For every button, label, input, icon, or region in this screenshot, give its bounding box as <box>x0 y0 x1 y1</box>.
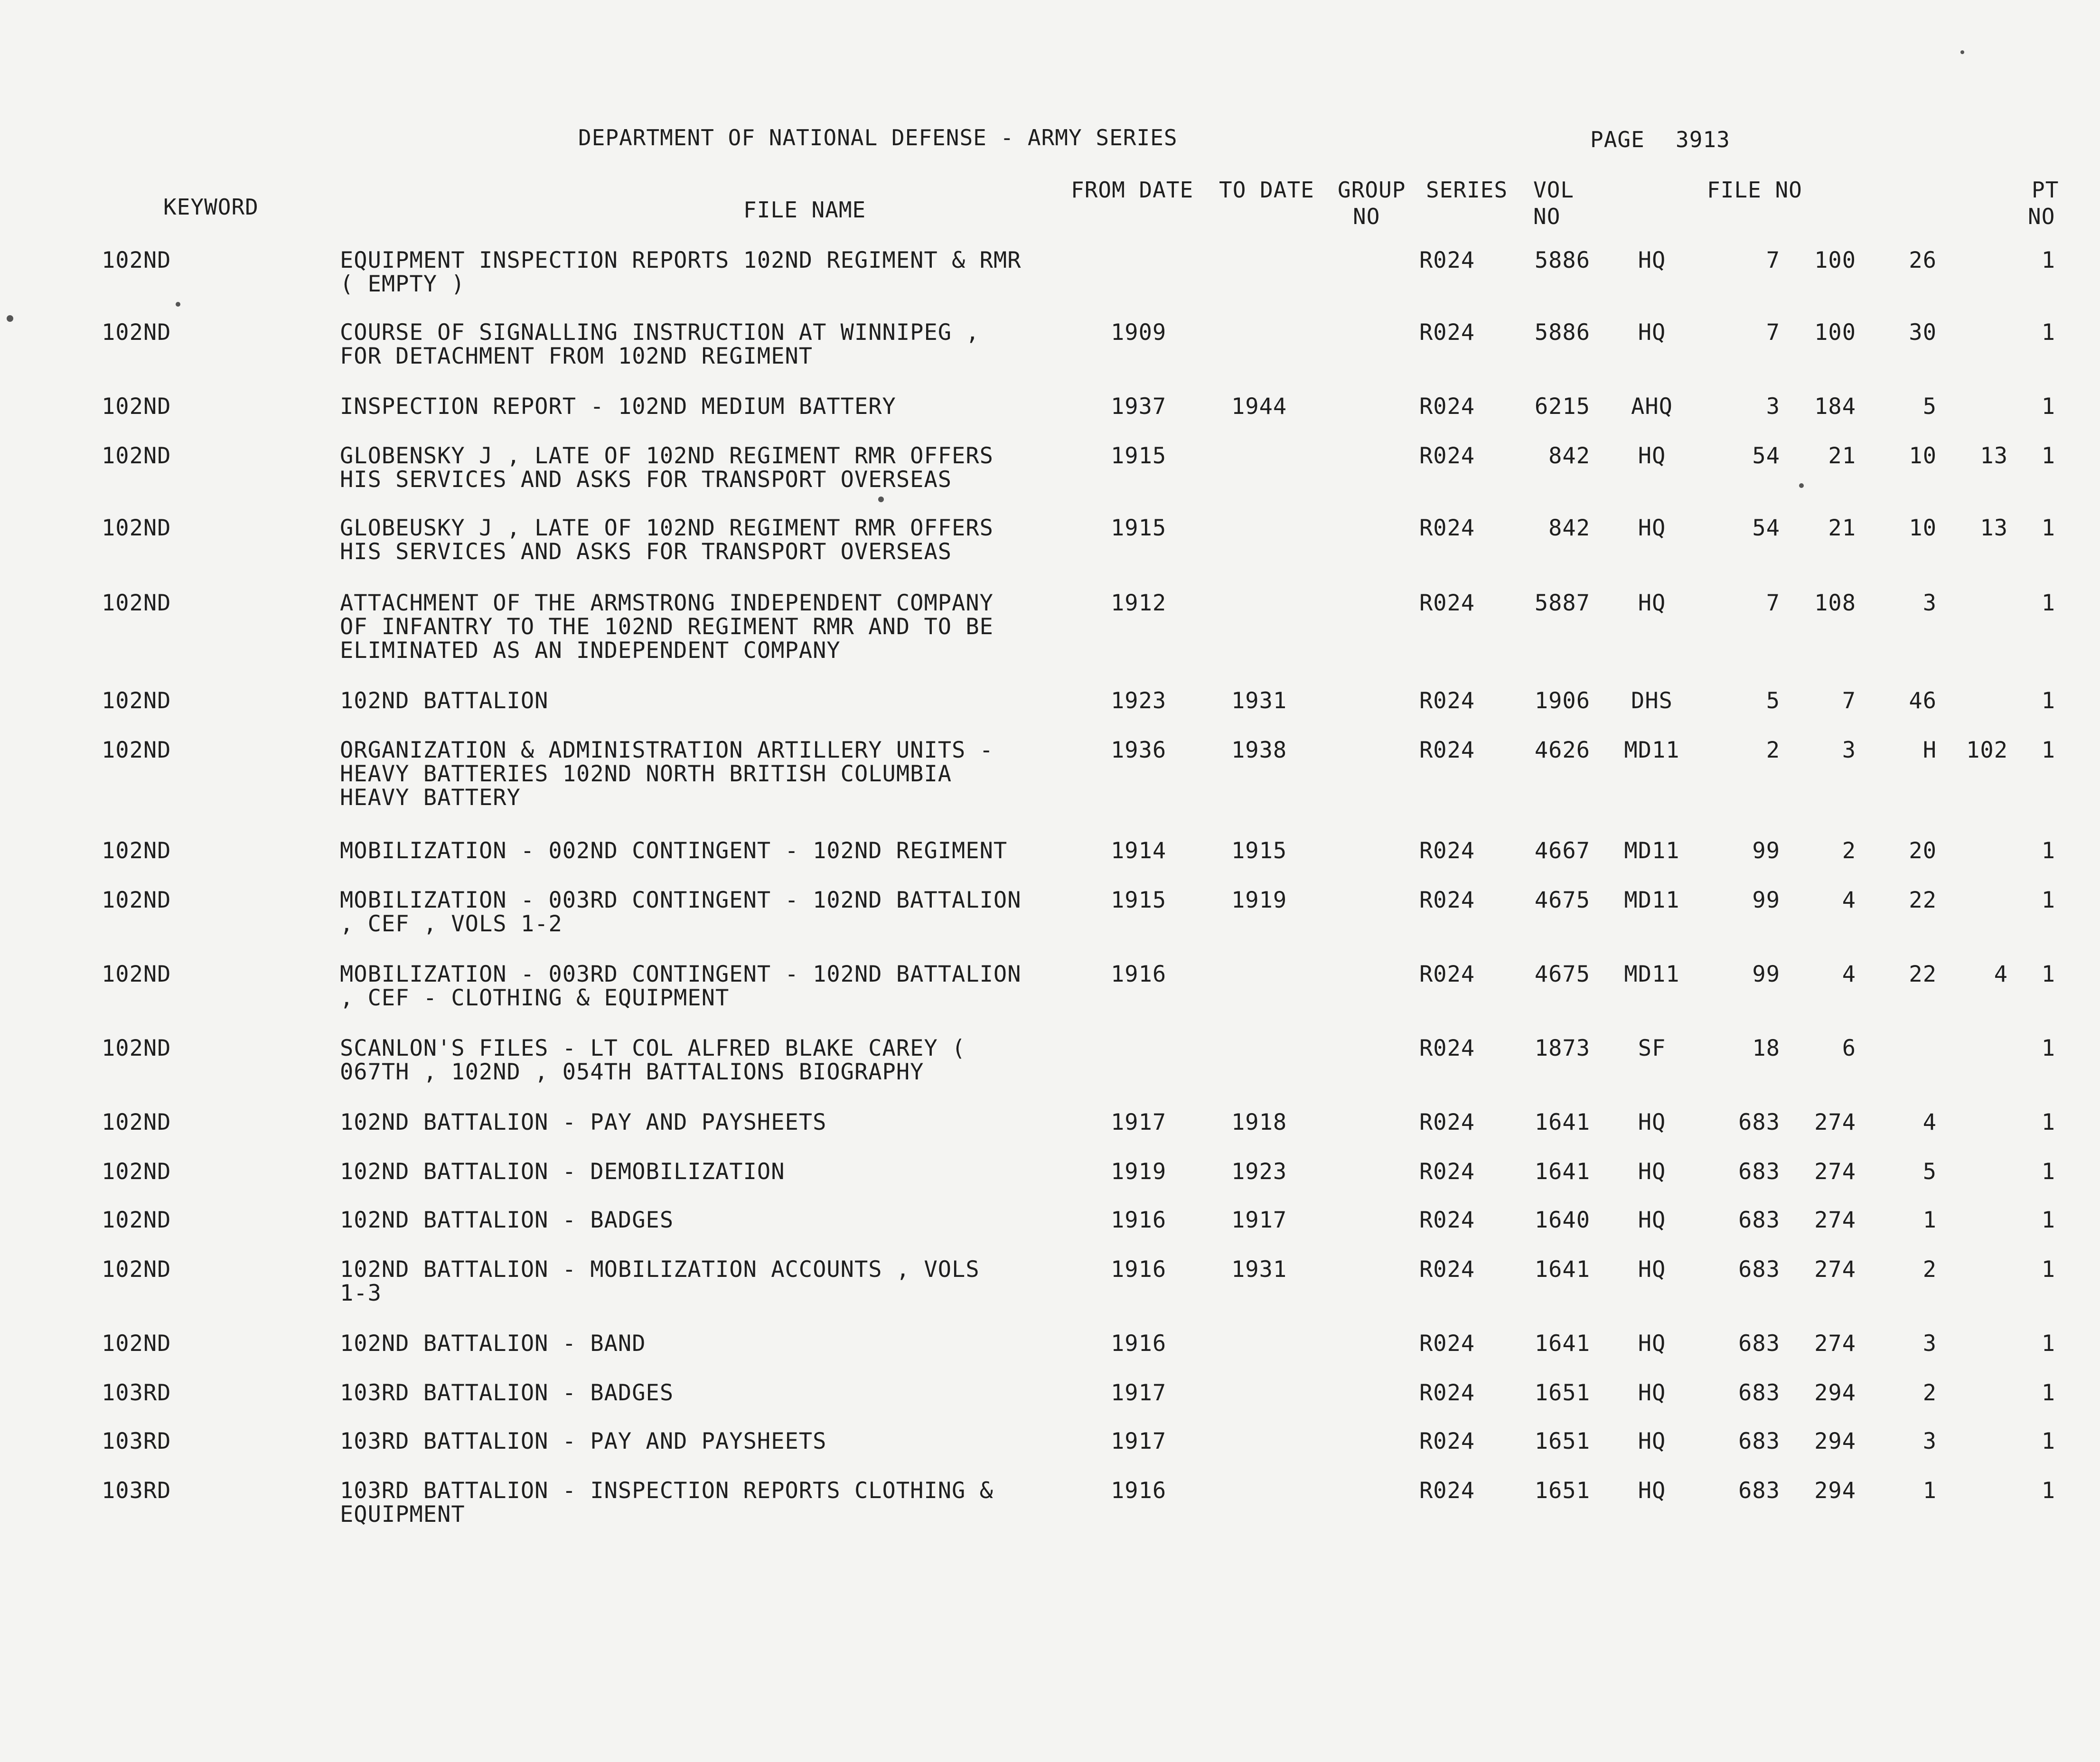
file-no-part1-cell: 7 <box>1766 590 1780 616</box>
pt-no-cell: 1 <box>2041 443 2055 469</box>
pt-no-cell: 1 <box>2041 515 2055 541</box>
file-name-cell: MOBILIZATION - 002ND CONTINGENT - 102ND REGIMENT <box>340 838 1008 864</box>
scan-speck <box>1799 483 1804 488</box>
pt-no-cell: 1 <box>2041 1207 2055 1233</box>
file-no-part2-cell: 274 <box>1814 1207 1856 1233</box>
file-no-prefix-cell: HQ <box>1638 1478 1666 1504</box>
pt-no-cell: 1 <box>2041 688 2055 714</box>
file-no-prefix-cell: MD11 <box>1624 737 1680 763</box>
file-name-cell: 102ND BATTALION - MOBILIZATION ACCOUNTS , VOLS 1-3 <box>340 1256 980 1306</box>
file-no-part2-cell: 4 <box>1842 961 1856 987</box>
file-name-cell: GLOBENSKY J , LATE OF 102ND REGIMENT RMR OFFERS HIS SERVICES AND ASKS FOR TRANSPORT OVERSEAS <box>340 443 994 493</box>
from-date-cell: 1919 <box>1111 1159 1167 1185</box>
file-no-part3-cell: 46 <box>1909 688 1937 714</box>
file-no-prefix-cell: HQ <box>1638 319 1666 346</box>
from-date-cell: 1916 <box>1111 1207 1167 1233</box>
file-name-cell: 103RD BATTALION - INSPECTION REPORTS CLOTHING & EQUIPMENT <box>340 1478 994 1528</box>
file-no-part4-cell: 13 <box>1980 443 2008 469</box>
table-row <box>0 249 2100 320</box>
col-vol-no: NO <box>1533 204 1561 229</box>
file-no-part2-cell: 294 <box>1814 1478 1856 1504</box>
pt-no-cell: 1 <box>2041 590 2055 616</box>
from-date-cell: 1916 <box>1111 1478 1167 1504</box>
col-vol: VOL <box>1533 177 1575 203</box>
page-label: PAGE <box>1590 127 1645 152</box>
series-cell: R024 <box>1419 1428 1475 1454</box>
file-no-prefix-cell: HQ <box>1638 247 1666 273</box>
to-date-cell: 1931 <box>1231 1256 1287 1283</box>
series-cell: R024 <box>1419 515 1475 541</box>
from-date-cell: 1917 <box>1111 1428 1167 1454</box>
table-row <box>0 739 2100 810</box>
series-cell: R024 <box>1419 1207 1475 1233</box>
scan-speck <box>7 315 13 322</box>
pt-no-cell: 1 <box>2041 737 2055 763</box>
keyword-cell: 102ND <box>102 515 171 541</box>
from-date-cell: 1923 <box>1111 688 1167 714</box>
col-pt-no: NO <box>2028 204 2055 229</box>
from-date-cell: 1915 <box>1111 515 1167 541</box>
file-no-part3-cell: 20 <box>1909 838 1937 864</box>
file-no-part1-cell: 683 <box>1738 1331 1780 1357</box>
file-no-part1-cell: 54 <box>1752 443 1780 469</box>
pt-no-cell: 1 <box>2041 394 2055 420</box>
file-no-prefix-cell: HQ <box>1638 1428 1666 1454</box>
pt-no-cell: 1 <box>2041 319 2055 346</box>
file-no-part2-cell: 274 <box>1814 1256 1856 1283</box>
series-cell: R024 <box>1419 1159 1475 1185</box>
file-no-part1-cell: 683 <box>1738 1428 1780 1454</box>
keyword-cell: 102ND <box>102 961 171 987</box>
vol-cell: 1640 <box>1534 1207 1590 1233</box>
file-no-prefix-cell: MD11 <box>1624 887 1680 913</box>
file-no-part3-cell: 1 <box>1922 1478 1937 1504</box>
file-no-prefix-cell: HQ <box>1638 1207 1666 1233</box>
file-name-cell: 102ND BATTALION - DEMOBILIZATION <box>340 1159 785 1185</box>
keyword-cell: 102ND <box>102 1035 171 1061</box>
from-date-cell: 1915 <box>1111 443 1167 469</box>
table-row <box>0 1479 2100 1550</box>
from-date-cell: 1917 <box>1111 1109 1167 1135</box>
file-no-part3-cell: 22 <box>1909 961 1937 987</box>
file-name-cell: MOBILIZATION - 003RD CONTINGENT - 102ND BATTALION , CEF - CLOTHING & EQUIPMENT <box>340 961 1022 1011</box>
file-no-part4-cell: 102 <box>1966 737 2008 763</box>
file-no-part1-cell: 99 <box>1752 887 1780 913</box>
from-date-cell: 1909 <box>1111 319 1167 346</box>
pt-no-cell: 1 <box>2041 1478 2055 1504</box>
series-cell: R024 <box>1419 1256 1475 1283</box>
file-no-part3-cell: 22 <box>1909 887 1937 913</box>
pt-no-cell: 1 <box>2041 1109 2055 1135</box>
file-no-prefix-cell: HQ <box>1638 515 1666 541</box>
file-no-prefix-cell: HQ <box>1638 1331 1666 1357</box>
file-no-part3-cell: 10 <box>1909 515 1937 541</box>
file-no-part2-cell: 294 <box>1814 1380 1856 1406</box>
file-no-part2-cell: 274 <box>1814 1159 1856 1185</box>
table-row <box>0 889 2100 960</box>
series-cell: R024 <box>1419 737 1475 763</box>
series-cell: R024 <box>1419 443 1475 469</box>
col-group: GROUP <box>1338 177 1406 203</box>
keyword-cell: 102ND <box>102 887 171 913</box>
file-name-cell: 102ND BATTALION <box>340 688 549 714</box>
series-cell: R024 <box>1419 961 1475 987</box>
col-group-no: NO <box>1353 204 1380 229</box>
to-date-cell: 1919 <box>1231 887 1287 913</box>
file-no-prefix-cell: HQ <box>1638 590 1666 616</box>
keyword-cell: 102ND <box>102 1109 171 1135</box>
scan-speck <box>878 497 884 502</box>
file-no-part2-cell: 2 <box>1842 838 1856 864</box>
file-no-part3-cell: 30 <box>1909 319 1937 346</box>
file-no-part2-cell: 3 <box>1842 737 1856 763</box>
file-name-cell: 102ND BATTALION - PAY AND PAYSHEETS <box>340 1109 827 1135</box>
file-no-part2-cell: 274 <box>1814 1331 1856 1357</box>
document-title: DEPARTMENT OF NATIONAL DEFENSE - ARMY SERIES <box>578 125 1178 150</box>
file-no-part1-cell: 683 <box>1738 1207 1780 1233</box>
file-no-part2-cell: 21 <box>1828 515 1856 541</box>
keyword-cell: 102ND <box>102 838 171 864</box>
file-no-part2-cell: 7 <box>1842 688 1856 714</box>
series-cell: R024 <box>1419 590 1475 616</box>
keyword-cell: 102ND <box>102 590 171 616</box>
file-no-part3-cell: 5 <box>1922 394 1937 420</box>
file-no-prefix-cell: HQ <box>1638 1159 1666 1185</box>
file-no-part2-cell: 6 <box>1842 1035 1856 1061</box>
vol-cell: 1641 <box>1534 1256 1590 1283</box>
series-cell: R024 <box>1419 887 1475 913</box>
series-cell: R024 <box>1419 1331 1475 1357</box>
series-cell: R024 <box>1419 319 1475 346</box>
file-no-part1-cell: 99 <box>1752 961 1780 987</box>
file-name-cell: SCANLON'S FILES - LT COL ALFRED BLAKE CAREY ( 067TH , 102ND , 054TH BATTALIONS BIOGRAPHY <box>340 1035 966 1085</box>
page-number: 3913 <box>1676 127 1730 152</box>
file-name-cell: EQUIPMENT INSPECTION REPORTS 102ND REGIMENT & RMR ( EMPTY ) <box>340 247 1022 297</box>
vol-cell: 1641 <box>1534 1159 1590 1185</box>
file-no-part2-cell: 274 <box>1814 1109 1856 1135</box>
file-no-part3-cell: 3 <box>1922 590 1937 616</box>
vol-cell: 1651 <box>1534 1478 1590 1504</box>
file-no-part1-cell: 5 <box>1766 688 1780 714</box>
vol-cell: 4626 <box>1534 737 1590 763</box>
file-no-part2-cell: 108 <box>1814 590 1856 616</box>
from-date-cell: 1916 <box>1111 1256 1167 1283</box>
file-no-prefix-cell: MD11 <box>1624 838 1680 864</box>
file-no-prefix-cell: SF <box>1638 1035 1666 1061</box>
to-date-cell: 1938 <box>1231 737 1287 763</box>
col-to-date: TO DATE <box>1219 177 1314 203</box>
file-no-part3-cell: 10 <box>1909 443 1937 469</box>
file-no-part3-cell: 2 <box>1922 1256 1937 1283</box>
series-cell: R024 <box>1419 1380 1475 1406</box>
vol-cell: 1641 <box>1534 1331 1590 1357</box>
col-series: SERIES <box>1426 177 1508 203</box>
vol-cell: 842 <box>1548 443 1590 469</box>
file-name-cell: GLOBEUSKY J , LATE OF 102ND REGIMENT RMR OFFERS HIS SERVICES AND ASKS FOR TRANSPORT OVERSEAS <box>340 515 994 565</box>
pt-no-cell: 1 <box>2041 1331 2055 1357</box>
file-no-part3-cell: 2 <box>1922 1380 1937 1406</box>
file-no-part3-cell: 1 <box>1922 1207 1937 1233</box>
vol-cell: 5886 <box>1534 247 1590 273</box>
pt-no-cell: 1 <box>2041 838 2055 864</box>
file-no-part3-cell: H <box>1922 737 1937 763</box>
file-no-part3-cell: 3 <box>1922 1331 1937 1357</box>
vol-cell: 1641 <box>1534 1109 1590 1135</box>
file-no-prefix-cell: AHQ <box>1631 394 1673 420</box>
file-no-part1-cell: 683 <box>1738 1380 1780 1406</box>
pt-no-cell: 1 <box>2041 247 2055 273</box>
table-row <box>0 1037 2100 1108</box>
file-name-cell: INSPECTION REPORT - 102ND MEDIUM BATTERY <box>340 394 896 420</box>
file-no-prefix-cell: DHS <box>1631 688 1673 714</box>
keyword-cell: 102ND <box>102 1159 171 1185</box>
keyword-cell: 102ND <box>102 247 171 273</box>
keyword-cell: 103RD <box>102 1428 171 1454</box>
from-date-cell: 1916 <box>1111 961 1167 987</box>
file-no-prefix-cell: HQ <box>1638 1380 1666 1406</box>
scan-speck <box>1960 50 1964 54</box>
pt-no-cell: 1 <box>2041 1256 2055 1283</box>
file-name-cell: 103RD BATTALION - PAY AND PAYSHEETS <box>340 1428 827 1454</box>
file-no-part3-cell: 5 <box>1922 1159 1937 1185</box>
pt-no-cell: 1 <box>2041 1380 2055 1406</box>
series-cell: R024 <box>1419 1035 1475 1061</box>
file-no-part3-cell: 4 <box>1922 1109 1937 1135</box>
file-no-part1-cell: 3 <box>1766 394 1780 420</box>
file-name-cell: COURSE OF SIGNALLING INSTRUCTION AT WINNIPEG , FOR DETACHMENT FROM 102ND REGIMENT <box>340 319 980 369</box>
file-no-part1-cell: 18 <box>1752 1035 1780 1061</box>
pt-no-cell: 1 <box>2041 1428 2055 1454</box>
file-no-part2-cell: 294 <box>1814 1428 1856 1454</box>
vol-cell: 4675 <box>1534 887 1590 913</box>
col-from-date: FROM DATE <box>1071 177 1194 203</box>
keyword-cell: 103RD <box>102 1380 171 1406</box>
keyword-cell: 102ND <box>102 688 171 714</box>
file-no-part3-cell: 26 <box>1909 247 1937 273</box>
keyword-cell: 103RD <box>102 1478 171 1504</box>
pt-no-cell: 1 <box>2041 961 2055 987</box>
vol-cell: 1873 <box>1534 1035 1590 1061</box>
file-no-part1-cell: 7 <box>1766 247 1780 273</box>
file-no-part2-cell: 4 <box>1842 887 1856 913</box>
file-no-part1-cell: 54 <box>1752 515 1780 541</box>
file-no-part1-cell: 683 <box>1738 1159 1780 1185</box>
table-row <box>0 1258 2100 1329</box>
file-no-part4-cell: 4 <box>1994 961 2008 987</box>
file-no-part1-cell: 683 <box>1738 1109 1780 1135</box>
to-date-cell: 1923 <box>1231 1159 1287 1185</box>
series-cell: R024 <box>1419 394 1475 420</box>
file-no-prefix-cell: HQ <box>1638 1256 1666 1283</box>
table-row <box>0 963 2100 1034</box>
from-date-cell: 1936 <box>1111 737 1167 763</box>
pt-no-cell: 1 <box>2041 1035 2055 1061</box>
col-file-name: FILE NAME <box>743 197 866 223</box>
vol-cell: 4667 <box>1534 838 1590 864</box>
file-no-part2-cell: 100 <box>1814 319 1856 346</box>
from-date-cell: 1916 <box>1111 1331 1167 1357</box>
col-pt: PT <box>2032 177 2059 203</box>
file-no-part1-cell: 683 <box>1738 1256 1780 1283</box>
file-name-cell: MOBILIZATION - 003RD CONTINGENT - 102ND BATTALION , CEF , VOLS 1-2 <box>340 887 1022 937</box>
file-name-cell: 102ND BATTALION - BADGES <box>340 1207 674 1233</box>
file-no-part1-cell: 7 <box>1766 319 1780 346</box>
to-date-cell: 1918 <box>1231 1109 1287 1135</box>
keyword-cell: 102ND <box>102 1331 171 1357</box>
from-date-cell: 1915 <box>1111 887 1167 913</box>
scan-speck <box>176 302 180 307</box>
vol-cell: 1651 <box>1534 1380 1590 1406</box>
file-name-cell: ATTACHMENT OF THE ARMSTRONG INDEPENDENT COMPANY OF INFANTRY TO THE 102ND REGIMENT RMR AND TO BE ELIMINATED AS AN INDEPENDENT COMPANY <box>340 590 994 664</box>
series-cell: R024 <box>1419 1109 1475 1135</box>
vol-cell: 4675 <box>1534 961 1590 987</box>
keyword-cell: 102ND <box>102 737 171 763</box>
file-no-part3-cell: 3 <box>1922 1428 1937 1454</box>
pt-no-cell: 1 <box>2041 1159 2055 1185</box>
file-no-part2-cell: 184 <box>1814 394 1856 420</box>
file-name-cell: 102ND BATTALION - BAND <box>340 1331 646 1357</box>
table-row <box>0 516 2100 588</box>
keyword-cell: 102ND <box>102 394 171 420</box>
file-name-cell: 103RD BATTALION - BADGES <box>340 1380 674 1406</box>
from-date-cell: 1914 <box>1111 838 1167 864</box>
vol-cell: 1906 <box>1534 688 1590 714</box>
keyword-cell: 102ND <box>102 443 171 469</box>
table-row <box>0 591 2100 663</box>
from-date-cell: 1912 <box>1111 590 1167 616</box>
keyword-cell: 102ND <box>102 1256 171 1283</box>
vol-cell: 842 <box>1548 515 1590 541</box>
col-file-no: FILE NO <box>1707 177 1802 203</box>
keyword-cell: 102ND <box>102 1207 171 1233</box>
pt-no-cell: 1 <box>2041 887 2055 913</box>
file-no-prefix-cell: HQ <box>1638 1109 1666 1135</box>
vol-cell: 5887 <box>1534 590 1590 616</box>
table-row <box>0 321 2100 392</box>
file-name-cell: ORGANIZATION & ADMINISTRATION ARTILLERY UNITS - HEAVY BATTERIES 102ND NORTH BRITISH COLUMBIA HEAVY BATTERY <box>340 737 994 811</box>
file-no-part2-cell: 21 <box>1828 443 1856 469</box>
to-date-cell: 1944 <box>1231 394 1287 420</box>
file-no-part2-cell: 100 <box>1814 247 1856 273</box>
table-row <box>0 444 2100 515</box>
series-cell: R024 <box>1419 838 1475 864</box>
vol-cell: 1651 <box>1534 1428 1590 1454</box>
to-date-cell: 1915 <box>1231 838 1287 864</box>
to-date-cell: 1917 <box>1231 1207 1287 1233</box>
keyword-cell: 102ND <box>102 319 171 346</box>
file-no-part1-cell: 99 <box>1752 838 1780 864</box>
file-no-part1-cell: 683 <box>1738 1478 1780 1504</box>
vol-cell: 5886 <box>1534 319 1590 346</box>
file-no-prefix-cell: MD11 <box>1624 961 1680 987</box>
from-date-cell: 1917 <box>1111 1380 1167 1406</box>
col-keyword: KEYWORD <box>163 194 259 220</box>
file-no-prefix-cell: HQ <box>1638 443 1666 469</box>
series-cell: R024 <box>1419 247 1475 273</box>
file-no-part4-cell: 13 <box>1980 515 2008 541</box>
from-date-cell: 1937 <box>1111 394 1167 420</box>
vol-cell: 6215 <box>1534 394 1590 420</box>
file-no-part1-cell: 2 <box>1766 737 1780 763</box>
series-cell: R024 <box>1419 688 1475 714</box>
to-date-cell: 1931 <box>1231 688 1287 714</box>
series-cell: R024 <box>1419 1478 1475 1504</box>
